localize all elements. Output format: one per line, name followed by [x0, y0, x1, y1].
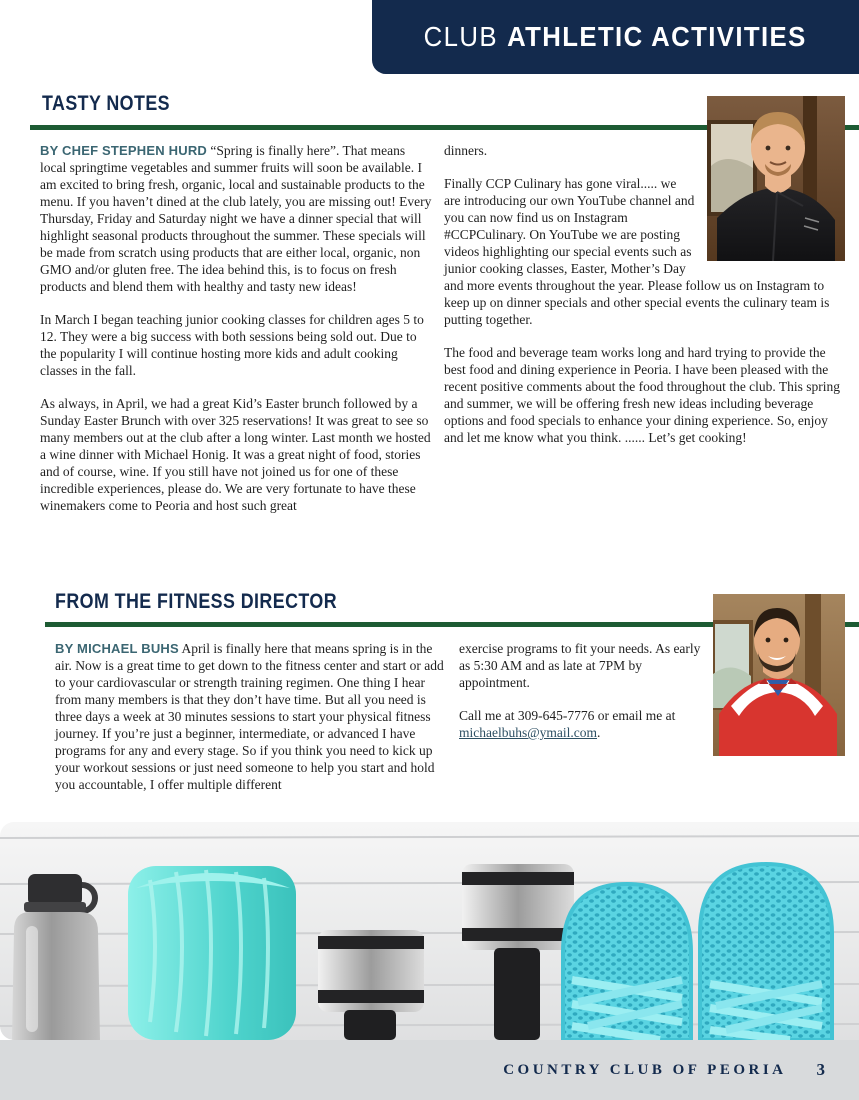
paragraph: As always, in April, we had a great Kid’s Easter brunch followed by a Sunday Easter Brunch with over 325 reservations! It was great to see so many members out at the club after a long winter. Last month we hosted a wine dinner with Michael Honig. It was a great night of food, stories and of course, wine. If you still have not joined us for one of these incredible experiences, please do. We are very fortunate to have these winemakers come to Peoria and host such great [40, 396, 431, 513]
fitness-byline: BY MICHAEL BUHS [55, 641, 179, 656]
paragraph: The food and beverage team works long and hard trying to provide the best food and dining experience in Peoria. I have been pleased with the recent positive comments about the food throughout the club. This spring and summer, we will be offering fresh new ideas including beverage options and food specials to enhance your dining experience. So, enjoy and let me know what you think. ...... Let’s get cooking! [444, 345, 841, 445]
header-banner [372, 0, 859, 74]
banner-title: ATHLETIC ACTIVITIES [507, 21, 808, 52]
page-number: 3 [816, 1060, 825, 1079]
sneaker-left-illustration [563, 884, 691, 1040]
fitness-right-column [459, 640, 845, 809]
equipment-illustration [0, 822, 859, 1040]
page-footer [0, 1040, 859, 1100]
paragraph [40, 142, 432, 295]
paragraph: In March I began teaching junior cooking classes for children ages 5 to 12. They were a big success with both sessions being sold out. Due to the popularity I will continue hosting more kids and adult cooking classes in the fall. [40, 312, 424, 378]
fitness-left-column [55, 640, 447, 809]
chef-byline: BY CHEF STEPHEN HURD [40, 143, 208, 158]
fitness-director-photo [713, 594, 845, 756]
footer-club-name: COUNTRY CLUB OF PEORIA [503, 1061, 787, 1078]
fitness-body [55, 640, 845, 809]
paragraph: dinners. [444, 143, 488, 158]
contact-text-suffix: . [597, 725, 601, 740]
tasty-left-column [40, 142, 432, 530]
banner-text [424, 21, 807, 53]
paragraph: Finally CCP Culinary has gone viral..... we are introducing our own YouTube channel and you can now find us on Instagram #CCPCulinary. On YouTube we are posting videos highlighting our special events such as junior cooking classes, Easter, Mother’s Day and more events throughout the year. Please follow us on Instagram to keep up on dinner specials and other special events the culinary team is putting together. [444, 176, 830, 327]
banner-club-label: CLUB [423, 21, 499, 52]
towel-illustration [128, 866, 296, 1040]
tasty-right-column [444, 142, 845, 530]
paragraph-text: “Spring is finally here”. That means local springtime vegetables and summer fruits will soon be available. I am excited to bring fresh, organic, local and sustainable products to the menu. If you haven’t dined at the club lately, you are missing out! Every Thursday, Friday and Saturday night we have a dinner special that will highlight seasonal products throughout the summer. These specials will be made from scratch using products that are either local, organic, non GMO and/or gluten free. The idea behind this, is to focus on fresh products and blend them with healthy and tasty new ideas! [40, 143, 432, 294]
paragraph-text: April is finally here that means spring is in the air. Now is a great time to get down to the fitness center and start or add to your cardiovascular or strength training regimen. One thing I hear from many members is that they don’t have time. But all you need is three days a week at 30 minutes sessions to start your physical fitness journey. If you’re just a beginner, intermediate, or advanced I have programs for any and every stage. So if you think you need to kick up your workout sessions or just need someone to help you start and hold you accountable, I offer multiple different [55, 641, 444, 792]
fitness-director-heading: FROM THE FITNESS DIRECTOR [55, 590, 338, 613]
email-link[interactable]: michaelbuhs@ymail.com [459, 725, 598, 740]
chef-photo [707, 96, 845, 261]
fitness-photo-illustration [713, 594, 845, 756]
chef-photo-illustration [707, 96, 845, 261]
paragraph: exercise programs to fit your needs. As early as 5:30 AM and as late at 7PM by appointment. [459, 641, 701, 690]
fitness-equipment-photo [0, 822, 859, 1040]
contact-text: Call me at 309-645-7776 or email me at [459, 708, 676, 723]
paragraph [55, 640, 447, 793]
tasty-notes-body [40, 142, 845, 530]
sneaker-right-illustration [700, 864, 832, 1040]
tasty-notes-heading: TASTY NOTES [42, 92, 170, 115]
